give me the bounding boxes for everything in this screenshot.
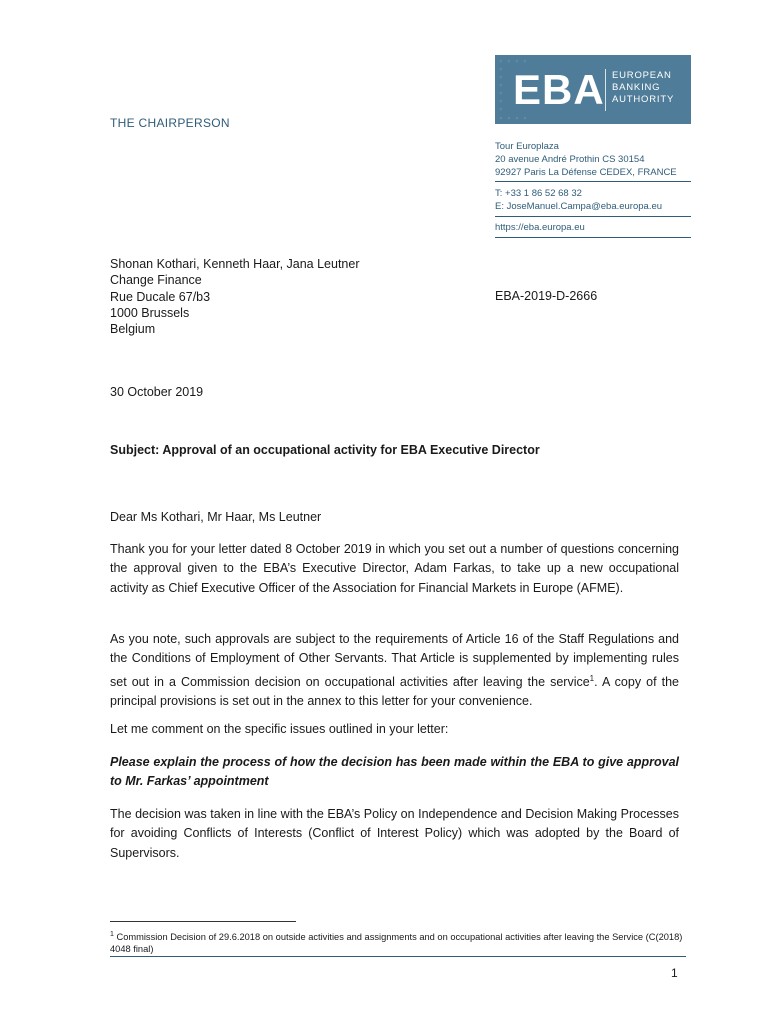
website-link[interactable]: https://eba.europa.eu — [495, 222, 585, 233]
contact-divider — [495, 216, 691, 217]
address-block — [495, 140, 677, 179]
logo-line-3: AUTHORITY — [612, 94, 675, 105]
website-divider — [495, 237, 691, 238]
footnote-ref[interactable]: 1 — [589, 673, 595, 683]
footnote — [110, 929, 685, 955]
recipient-country: Belgium — [110, 322, 156, 337]
paragraph-2 — [110, 630, 679, 711]
footnote-divider — [110, 921, 296, 922]
address-line-1: Tour Europlaza — [495, 141, 559, 152]
paragraph-2-tail: . A copy of the principal provisions is set out in the annex to this letter for your convenience. — [110, 674, 679, 709]
phone-text: T: +33 1 86 52 68 32 — [495, 188, 582, 199]
letter-date: 30 October 2019 — [110, 385, 204, 399]
reference-number: EBA-2019-D-2666 — [495, 289, 598, 303]
recipient-block — [110, 256, 360, 337]
footnote-text: Commission Decision of 29.6.2018 on outside activities and assignments and on occupational activities after leaving the Service (C(2018) 4048 final) — [110, 932, 683, 955]
logo-line-2: BANKING — [612, 82, 661, 93]
subject-line: Subject: Approval of an occupational activity for EBA Executive Director — [110, 443, 540, 457]
paragraph-3: Let me comment on the specific issues outlined in your letter: — [110, 722, 449, 736]
eba-logo — [495, 55, 691, 124]
paragraph-1: Thank you for your letter dated 8 October 2019 in which you set out a number of questions concerning the approval given to the EBA’s Executive Director, Adam Farkas, to take up a new occupational activity as Chief Executive Officer of the Association for Financial Markets in Europe (AFME). — [110, 542, 679, 595]
recipient-street: Rue Ducale 67/b3 — [110, 289, 211, 304]
page-number: 1 — [671, 966, 678, 980]
paragraph-4: The decision was taken in line with the EBA’s Policy on Independence and Decision Making Processes for avoiding Conflicts of Interests (Conflict of Interest Policy) which was adopted by the Board of Supervisors. — [110, 807, 679, 860]
chairperson-heading: THE CHAIRPERSON — [110, 116, 230, 130]
question-heading: Please explain the process of how the decision has been made within the EBA to give approval to Mr. Farkas’ appointment — [110, 755, 679, 789]
address-line-3: 92927 Paris La Défense CEDEX, FRANCE — [495, 167, 677, 178]
address-divider — [495, 181, 691, 182]
address-line-2: 20 avenue André Prothin CS 30154 — [495, 154, 645, 165]
footnote-number: 1 — [110, 931, 114, 938]
recipient-city: 1000 Brussels — [110, 305, 190, 320]
salutation: Dear Ms Kothari, Mr Haar, Ms Leutner — [110, 510, 322, 524]
paragraph-2-text: As you note, such approvals are subject to the requirements of Article 16 of the Staff Regulations and the Conditions of Employment of Other Servants. That Article is supplemented by implementing rules set out in a Commission decision on occupational activities after leaving the service — [110, 632, 679, 689]
logo-wordmark: EBA — [513, 66, 605, 113]
logo-subtitle — [612, 70, 674, 106]
footer-divider — [110, 956, 686, 957]
logo-divider — [605, 69, 606, 111]
logo-line-1: EUROPEAN — [612, 70, 672, 81]
email-link[interactable]: E: JoseManuel.Campa@eba.europa.eu — [495, 201, 663, 212]
recipient-org: Change Finance — [110, 273, 202, 288]
recipient-names: Shonan Kothari, Kenneth Haar, Jana Leutner — [110, 257, 360, 271]
contact-block — [495, 187, 662, 213]
